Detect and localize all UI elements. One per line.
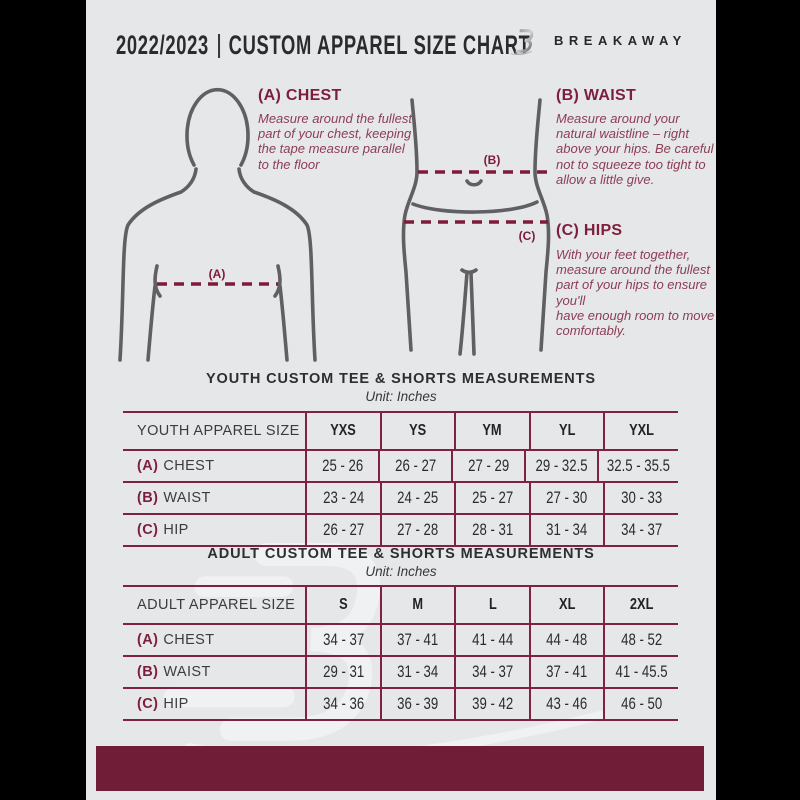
measurement-value: 48 - 52 bbox=[621, 630, 663, 649]
measurement-value: 39 - 42 bbox=[471, 694, 514, 713]
measurement-value: 25 - 26 bbox=[321, 456, 364, 475]
figure-right-inner-arm bbox=[280, 286, 287, 360]
measurement-value: 24 - 25 bbox=[397, 488, 439, 507]
hips-instructions bbox=[556, 247, 716, 338]
youth-waist-row bbox=[123, 481, 678, 513]
measurement-value: 43 - 46 bbox=[546, 694, 588, 713]
youth-size-table bbox=[123, 411, 678, 547]
brand-name: BREAKAWAY bbox=[554, 33, 687, 48]
header-year: 2022/2023 bbox=[116, 30, 209, 60]
footer-accent-bar bbox=[96, 746, 704, 791]
cell bbox=[603, 689, 678, 719]
measurement-value: 41 - 45.5 bbox=[615, 662, 668, 681]
cell bbox=[451, 451, 524, 481]
measurement-value: 31 - 34 bbox=[397, 662, 439, 681]
page-title: CUSTOM APPAREL SIZE CHART bbox=[228, 30, 531, 60]
row-label bbox=[123, 451, 305, 481]
cell bbox=[305, 483, 380, 513]
cell bbox=[529, 483, 604, 513]
measurement-value: 27 - 28 bbox=[397, 520, 439, 539]
youth-table-header-row bbox=[123, 411, 678, 449]
row-label bbox=[123, 657, 305, 687]
cell bbox=[454, 689, 529, 719]
size-header: S bbox=[339, 596, 348, 613]
row-name: WAIST bbox=[163, 664, 211, 680]
row-prefix: (A) bbox=[137, 632, 159, 648]
measurement-value: 27 - 29 bbox=[468, 456, 510, 475]
row-label bbox=[123, 515, 305, 545]
measurement-value: 25 - 27 bbox=[471, 488, 514, 507]
cell bbox=[454, 515, 529, 545]
cell bbox=[597, 451, 678, 481]
measurement-value: 28 - 31 bbox=[471, 520, 514, 539]
adult-waist-row bbox=[123, 655, 678, 687]
adult-table-header-label: ADULT APPAREL SIZE bbox=[137, 597, 296, 613]
cell bbox=[305, 689, 380, 719]
hips-instructions-part2: have enough room to move comfortably. bbox=[556, 307, 715, 339]
cell bbox=[454, 657, 529, 687]
cell bbox=[378, 451, 451, 481]
cell bbox=[380, 657, 455, 687]
size-header: 2XL bbox=[629, 596, 654, 613]
measurement-value: 26 - 27 bbox=[322, 520, 364, 539]
youth-size-col-ys bbox=[380, 413, 455, 449]
cell bbox=[454, 625, 529, 655]
adult-size-col-l bbox=[454, 587, 529, 623]
adult-section-title: ADULT CUSTOM TEE & SHORTS MEASUREMENTS bbox=[207, 546, 595, 562]
adult-table-header-row bbox=[123, 585, 678, 623]
size-header: XL bbox=[558, 596, 576, 613]
figure-right-shoulder-arm bbox=[239, 169, 315, 360]
row-prefix: (A) bbox=[137, 458, 159, 474]
row-prefix: (B) bbox=[137, 664, 159, 680]
cell bbox=[305, 515, 380, 545]
chest-instructions: Measure around the fullest part of your chest, keeping the tape measure parallel to the floor bbox=[258, 111, 412, 172]
measurement-value: 29 - 31 bbox=[322, 662, 364, 681]
figure-left-inner-leg bbox=[460, 273, 467, 354]
size-header: L bbox=[488, 596, 497, 613]
row-name: HIP bbox=[163, 696, 189, 712]
hip-marker-label: (C) bbox=[518, 229, 536, 243]
hips-heading: (C) HIPS bbox=[556, 222, 623, 239]
cell bbox=[529, 689, 604, 719]
youth-size-col-yl bbox=[529, 413, 604, 449]
measurement-value: 31 - 34 bbox=[546, 520, 588, 539]
measurement-value: 44 - 48 bbox=[546, 630, 588, 649]
row-name: WAIST bbox=[163, 490, 211, 506]
figure-navel bbox=[467, 181, 481, 185]
row-name: HIP bbox=[163, 522, 189, 538]
figure-left-inner-arm bbox=[148, 286, 155, 360]
row-label bbox=[123, 483, 305, 513]
lower-body-figure bbox=[396, 92, 556, 362]
adult-size-col-xl bbox=[529, 587, 604, 623]
measurement-value: 37 - 41 bbox=[397, 630, 439, 649]
measurement-value: 36 - 39 bbox=[397, 694, 439, 713]
measurement-value: 29 - 32.5 bbox=[535, 456, 588, 475]
header-divider bbox=[218, 34, 220, 58]
youth-size-col-ym bbox=[454, 413, 529, 449]
measurement-value: 34 - 37 bbox=[471, 662, 514, 681]
cell bbox=[603, 483, 678, 513]
measurement-value: 26 - 27 bbox=[394, 456, 437, 475]
figure-head bbox=[187, 90, 248, 165]
youth-size-col-yxl bbox=[603, 413, 678, 449]
adult-size-col-s bbox=[305, 587, 380, 623]
size-header: YXS bbox=[330, 422, 357, 439]
youth-section-title: YOUTH CUSTOM TEE & SHORTS MEASUREMENTS bbox=[205, 371, 596, 387]
adult-size-col-m bbox=[380, 587, 455, 623]
youth-unit-label: Unit: Inches bbox=[365, 389, 437, 404]
youth-hip-row bbox=[123, 513, 678, 547]
size-header: YM bbox=[482, 422, 503, 439]
measurement-value: 23 - 24 bbox=[322, 488, 364, 507]
row-name: CHEST bbox=[163, 458, 215, 474]
cell bbox=[380, 515, 455, 545]
row-prefix: (B) bbox=[137, 490, 159, 506]
cell bbox=[529, 625, 604, 655]
cell bbox=[603, 625, 678, 655]
header-title-row bbox=[116, 30, 531, 61]
size-header: M bbox=[412, 596, 424, 613]
waist-marker-label: (B) bbox=[483, 153, 501, 167]
row-label bbox=[123, 689, 305, 719]
cell bbox=[454, 483, 529, 513]
figure-left-shoulder-arm bbox=[120, 169, 196, 360]
cell bbox=[603, 657, 678, 687]
size-header: YXL bbox=[629, 422, 655, 439]
youth-table-header-label: YOUTH APPAREL SIZE bbox=[137, 423, 300, 439]
cell bbox=[603, 515, 678, 545]
adult-size-col-2xl bbox=[603, 587, 678, 623]
measurement-value: 34 - 37 bbox=[621, 520, 663, 539]
cell bbox=[380, 625, 455, 655]
youth-size-col-yxs bbox=[305, 413, 380, 449]
figure-right-side bbox=[535, 100, 549, 350]
adult-hip-row bbox=[123, 687, 678, 721]
cell bbox=[529, 515, 604, 545]
cell bbox=[380, 483, 455, 513]
cell bbox=[305, 625, 380, 655]
cell bbox=[305, 451, 378, 481]
measurement-value: 32.5 - 35.5 bbox=[607, 456, 671, 475]
size-chart-page bbox=[86, 0, 716, 800]
figure-right-inner-leg bbox=[471, 273, 474, 354]
chest-heading: (A) CHEST bbox=[258, 87, 342, 104]
measurement-value: 34 - 37 bbox=[322, 630, 364, 649]
figure-hip-crease bbox=[413, 202, 537, 212]
waist-instructions: Measure around your natural waistline – right above your hips. Be careful not to squeeze too tight to allow a little give. bbox=[556, 111, 714, 187]
hips-instructions-part1: With your feet together, measure around the fullest part of your hips to ensure you'll bbox=[556, 247, 710, 308]
measurement-value: 27 - 30 bbox=[546, 488, 588, 507]
chest-marker-label: (A) bbox=[208, 267, 226, 281]
size-header: YS bbox=[409, 422, 427, 439]
measurement-value: 41 - 44 bbox=[471, 630, 514, 649]
measurement-value: 46 - 50 bbox=[621, 694, 663, 713]
row-prefix: (C) bbox=[137, 522, 159, 538]
cell bbox=[529, 657, 604, 687]
row-prefix: (C) bbox=[137, 696, 159, 712]
size-header: YL bbox=[558, 422, 576, 439]
row-name: CHEST bbox=[163, 632, 215, 648]
youth-chest-row bbox=[123, 449, 678, 481]
cell bbox=[524, 451, 597, 481]
waist-heading: (B) WAIST bbox=[556, 87, 637, 104]
breakaway-b-logo-icon bbox=[510, 22, 540, 60]
row-label bbox=[123, 625, 305, 655]
adult-unit-label: Unit: Inches bbox=[365, 564, 437, 579]
measurement-value: 34 - 36 bbox=[322, 694, 364, 713]
measurement-value: 37 - 41 bbox=[546, 662, 588, 681]
figure-crotch bbox=[462, 270, 476, 272]
adult-chest-row bbox=[123, 623, 678, 655]
cell bbox=[305, 657, 380, 687]
adult-size-table bbox=[123, 585, 678, 721]
measurement-value: 30 - 33 bbox=[621, 488, 663, 507]
cell bbox=[380, 689, 455, 719]
